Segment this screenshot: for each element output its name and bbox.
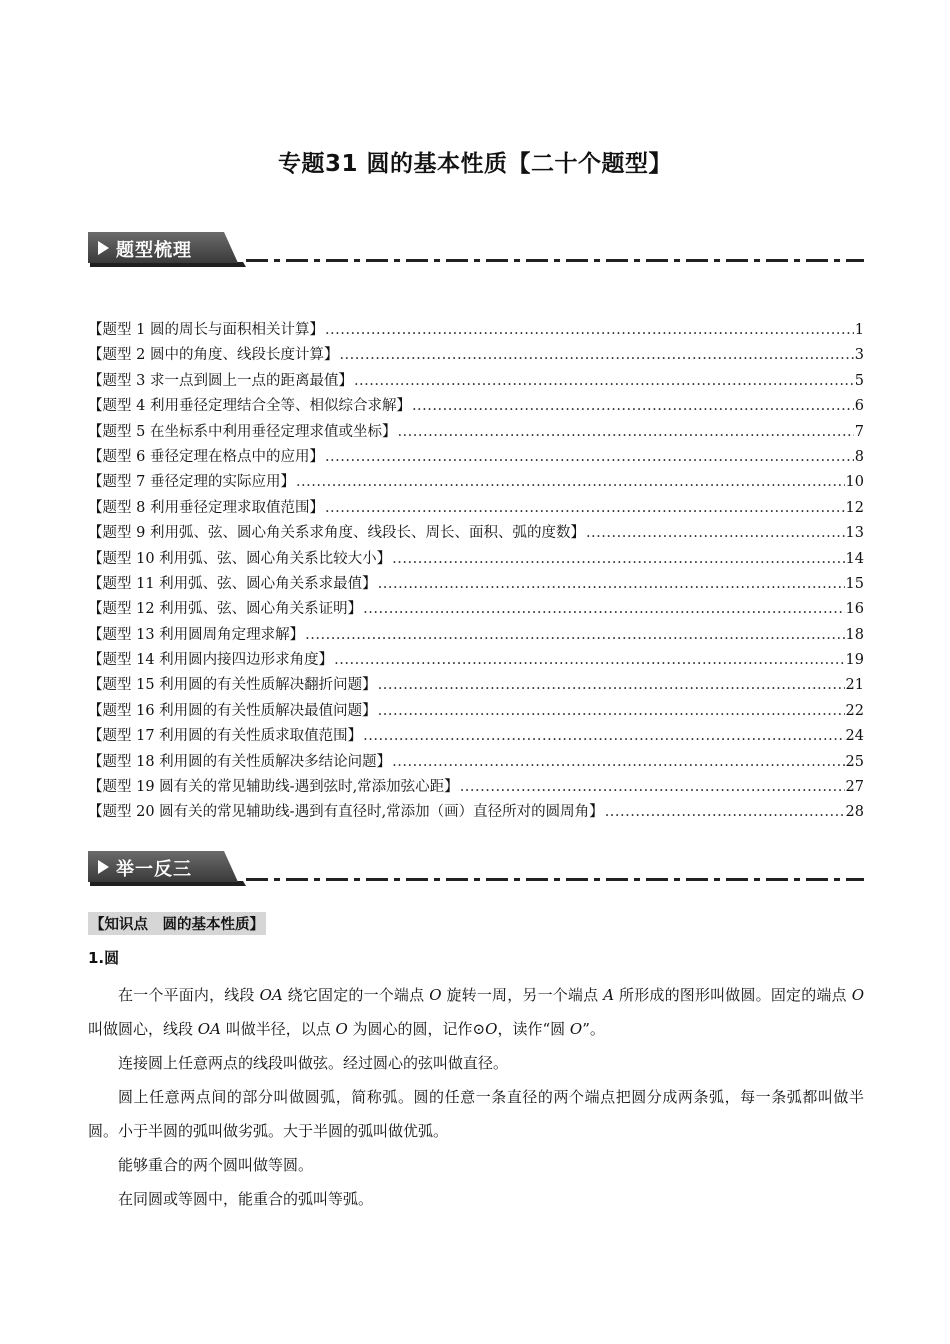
paragraph-equal-circles: 能够重合的两个圆叫做等圆。 [118,1156,314,1174]
toc-entry-page[interactable]: 13 [845,525,864,542]
toc-entry-title[interactable]: 【题型 9 利用弧、弦、圆心角关系求角度、线段长、周长、面积、弧的度数】 [88,525,585,542]
toc-entry-title[interactable]: 【题型 14 利用圆内接四边形求角度】 [88,652,334,669]
toc-leader [363,724,844,749]
toc-entry[interactable] [88,699,864,724]
toc-entry[interactable] [88,623,864,648]
paragraph-equal-arcs: 在同圆或等圆中，能重合的弧叫等弧。 [118,1190,374,1208]
toc-entry-page[interactable]: 1 [854,322,864,338]
toc-entry-page[interactable]: 12 [845,499,864,516]
toc-entry[interactable] [88,673,864,698]
toc-entry-page[interactable]: 6 [854,398,864,415]
toc-leader [296,470,845,495]
toc-entry-page[interactable]: 21 [845,677,864,694]
toc-leader [378,673,845,698]
toc-entry[interactable] [88,648,864,673]
toc-entry-title[interactable]: 【题型 8 利用垂径定理求取值范围】 [88,499,324,516]
toc-leader [397,420,853,445]
toc-leader [305,623,844,648]
toc-leader [354,369,854,394]
toc-entry[interactable] [88,775,864,800]
toc-entry-title[interactable]: 【题型 12 利用弧、弦、圆心角关系证明】 [88,601,363,618]
toc-leader [339,343,853,368]
toc-entry-title[interactable]: 【题型 2 圆中的角度、线段长度计算】 [88,347,339,364]
section-banner-question-types [88,232,864,272]
paragraph-chord: 连接圆上任意两点的线段叫做弦。经过圆心的弦叫做直径。 [118,1054,509,1072]
toc-entry[interactable] [88,597,864,622]
toc-leader [586,521,845,546]
toc-leader [392,547,844,572]
toc-entry-title[interactable]: 【题型 18 利用圆的有关性质解决多结论问题】 [88,753,392,770]
toc-entry-page[interactable]: 24 [845,728,864,745]
toc-entry[interactable] [88,369,864,394]
paragraph-arc: 圆上任意两点间的部分叫做圆弧，简称弧。圆的任意一条直径的两个端点把圆分成两条弧，每一条弧都叫做半圆。小于半圆的弧叫做劣弧。大于半圆的弧叫做优弧。 [88,1088,864,1140]
toc-leader [378,699,845,724]
toc-leader [605,800,845,825]
toc-entry-page[interactable]: 28 [845,804,864,821]
toc-leader [334,648,844,673]
toc-leader [392,750,844,775]
paragraph-circle-definition: 在一个平面内，线段 OA 绕它固定的一个端点 O 旋转一周，另一个端点 A 所形成的图形叫做圆。固定的端点 O 叫做圆心，线段 OA 叫做半径，以点 O 为圆心的圆，记作⊙O，读作“圆 O”。 [88,986,864,1038]
dashed-rule [246,878,864,881]
toc-entry-title[interactable]: 【题型 19 圆有关的常见辅助线-遇到弦时,常添加弦心距】 [88,779,459,796]
toc-entry-page[interactable]: 27 [845,779,864,796]
toc-entry-title[interactable]: 【题型 20 圆有关的常见辅助线-遇到有直径时,常添加（画）直径所对的圆周角】 [88,804,604,821]
toc-entry[interactable] [88,547,864,572]
toc-entry-page[interactable]: 16 [845,601,864,618]
toc-leader [460,775,845,800]
banner-label: 举一反三 [116,859,192,880]
toc-entry-title[interactable]: 【题型 1 圆的周长与面积相关计算】 [88,322,324,338]
toc-leader [412,394,854,419]
toc-entry-title[interactable]: 【题型 17 利用圆的有关性质求取值范围】 [88,728,363,745]
toc-entry-page[interactable]: 18 [845,626,864,643]
toc-entry-title[interactable]: 【题型 10 利用弧、弦、圆心角关系比较大小】 [88,550,392,567]
knowledge-point-heading: 【知识点 圆的基本性质】 [88,912,266,935]
toc-entry-page[interactable]: 10 [845,474,864,491]
toc-leader [325,496,845,521]
toc-entry-title[interactable]: 【题型 13 利用圆周角定理求解】 [88,626,305,643]
toc-entry-page[interactable]: 19 [845,652,864,669]
toc-entry-page[interactable]: 3 [854,347,864,364]
dashed-rule [246,259,864,262]
toc-entry-page[interactable]: 15 [845,575,864,592]
toc-entry-title[interactable]: 【题型 7 垂径定理的实际应用】 [88,474,295,491]
toc-entry[interactable] [88,445,864,470]
toc-entry-title[interactable]: 【题型 11 利用弧、弦、圆心角关系求最值】 [88,575,377,592]
toc-entry[interactable] [88,572,864,597]
toc-leader [325,318,854,343]
toc-entry-page[interactable]: 5 [854,372,864,389]
toc-entry-page[interactable]: 25 [845,753,864,770]
toc-entry[interactable] [88,470,864,495]
toc-leader [378,572,845,597]
toc-entry-page[interactable]: 14 [845,550,864,567]
toc-entry[interactable] [88,724,864,749]
toc-entry-title[interactable]: 【题型 4 利用垂径定理结合全等、相似综合求解】 [88,398,411,415]
toc-entry[interactable] [88,496,864,521]
toc-entry-title[interactable]: 【题型 15 利用圆的有关性质解决翻折问题】 [88,677,377,694]
toc-entry[interactable] [88,318,864,343]
banner-label: 题型梳理 [116,240,192,261]
page-title: 专题31 圆的基本性质【二十个题型】 [277,151,672,177]
toc-entry[interactable] [88,420,864,445]
toc-entry-page[interactable]: 7 [854,423,864,440]
toc-entry[interactable] [88,394,864,419]
toc-leader [363,597,844,622]
toc-entry[interactable] [88,750,864,775]
table-of-contents [88,318,864,826]
toc-entry-title[interactable]: 【题型 6 垂径定理在格点中的应用】 [88,448,324,465]
toc-entry-title[interactable]: 【题型 5 在坐标系中利用垂径定理求值或坐标】 [88,423,397,440]
play-triangle-icon [98,860,109,874]
toc-entry-title[interactable]: 【题型 16 利用圆的有关性质解决最值问题】 [88,702,377,719]
toc-entry-page[interactable]: 8 [854,448,864,465]
toc-entry-page[interactable]: 22 [845,702,864,719]
toc-leader [325,445,854,470]
play-triangle-icon [98,241,109,255]
toc-entry[interactable] [88,521,864,546]
section-banner-examples [88,851,864,891]
toc-entry[interactable] [88,800,864,825]
body-text [88,978,864,1216]
toc-entry-title[interactable]: 【题型 3 求一点到圆上一点的距离最值】 [88,372,353,389]
section-heading: 1.圆 [88,949,120,967]
toc-entry[interactable] [88,343,864,368]
